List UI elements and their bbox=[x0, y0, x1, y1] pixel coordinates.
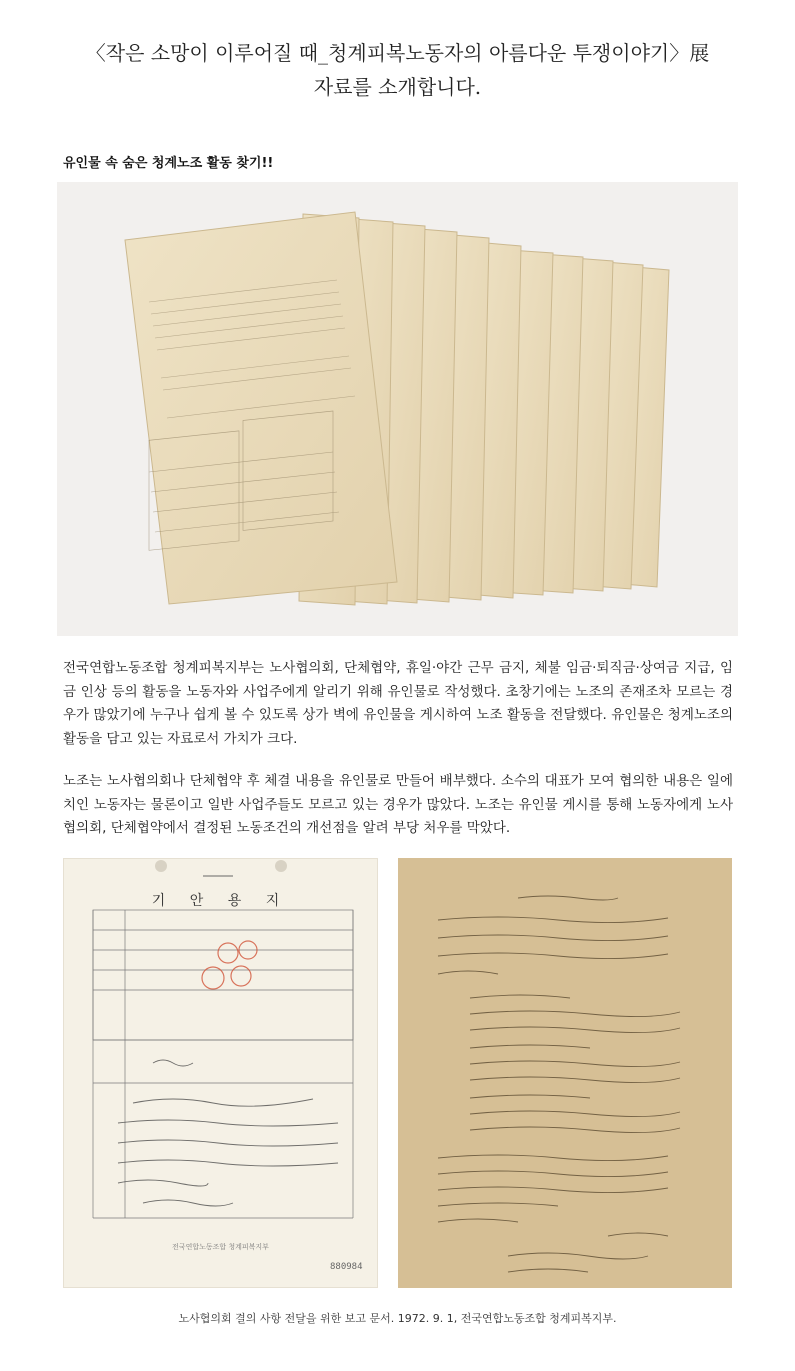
handwritten-report-photo bbox=[398, 858, 732, 1288]
image-caption: 노사협의회 결의 사항 전달을 위한 보고 문서. 1972. 9. 1, 전국연합노동조합 청계피복지부. bbox=[178, 1312, 617, 1325]
body-paragraph-2: 노조는 노사협의회나 단체협약 후 체결 내용을 유인물로 만들어 배부했다. 소수의 대표가 모여 협의한 내용은 일에 치인 노동자는 물론이고 일반 사업주들도 모르고 있는 경우가 많았다. 노조는 유인물 게시를 통해 노동자에게 노사협의회, 단체협약에서 결정된 노동조건의 개선점을 알려 부당 처우를 막았다. bbox=[63, 773, 733, 836]
form-title: 기 안 용 지 bbox=[151, 893, 290, 909]
approval-form-illustration bbox=[63, 858, 378, 1288]
page-title-line2: 자료를 소개합니다. bbox=[313, 75, 482, 99]
page-title bbox=[0, 36, 795, 104]
approval-form-photo bbox=[63, 858, 378, 1288]
page-title-line1: 〈작은 소망이 이루어질 때_청계피복노동자의 아름다운 투쟁이야기〉展 bbox=[85, 41, 710, 65]
leaflets-photo bbox=[57, 182, 738, 636]
form-footer: 전국연합노동조합 청계피복지부 bbox=[172, 1243, 269, 1251]
handwritten-report-illustration bbox=[398, 858, 732, 1288]
body-paragraph-1: 전국연합노동조합 청계피복지부는 노사협의회, 단체협약, 휴일·야간 근무 금지, 체불 임금·퇴직금·상여금 지급, 임금 인상 등의 활동을 노동자와 사업주에게 알리기 위해 유인물로 작성했다. 초창기에는 노조의 존재조차 모르는 경우가 많았기에 누구나 쉽게 볼 수 있도록 상가 벽에 유인물을 게시하여 노조 활동을 전달했다. 유인물은 청계노조의 활동을 담고 있는 자료로서 가치가 크다. bbox=[63, 660, 733, 747]
form-number: 880984 bbox=[330, 1262, 363, 1272]
leaflets-illustration bbox=[57, 182, 738, 636]
section-heading: 유인물 속 숨은 청계노조 활동 찾기!! bbox=[63, 156, 274, 171]
